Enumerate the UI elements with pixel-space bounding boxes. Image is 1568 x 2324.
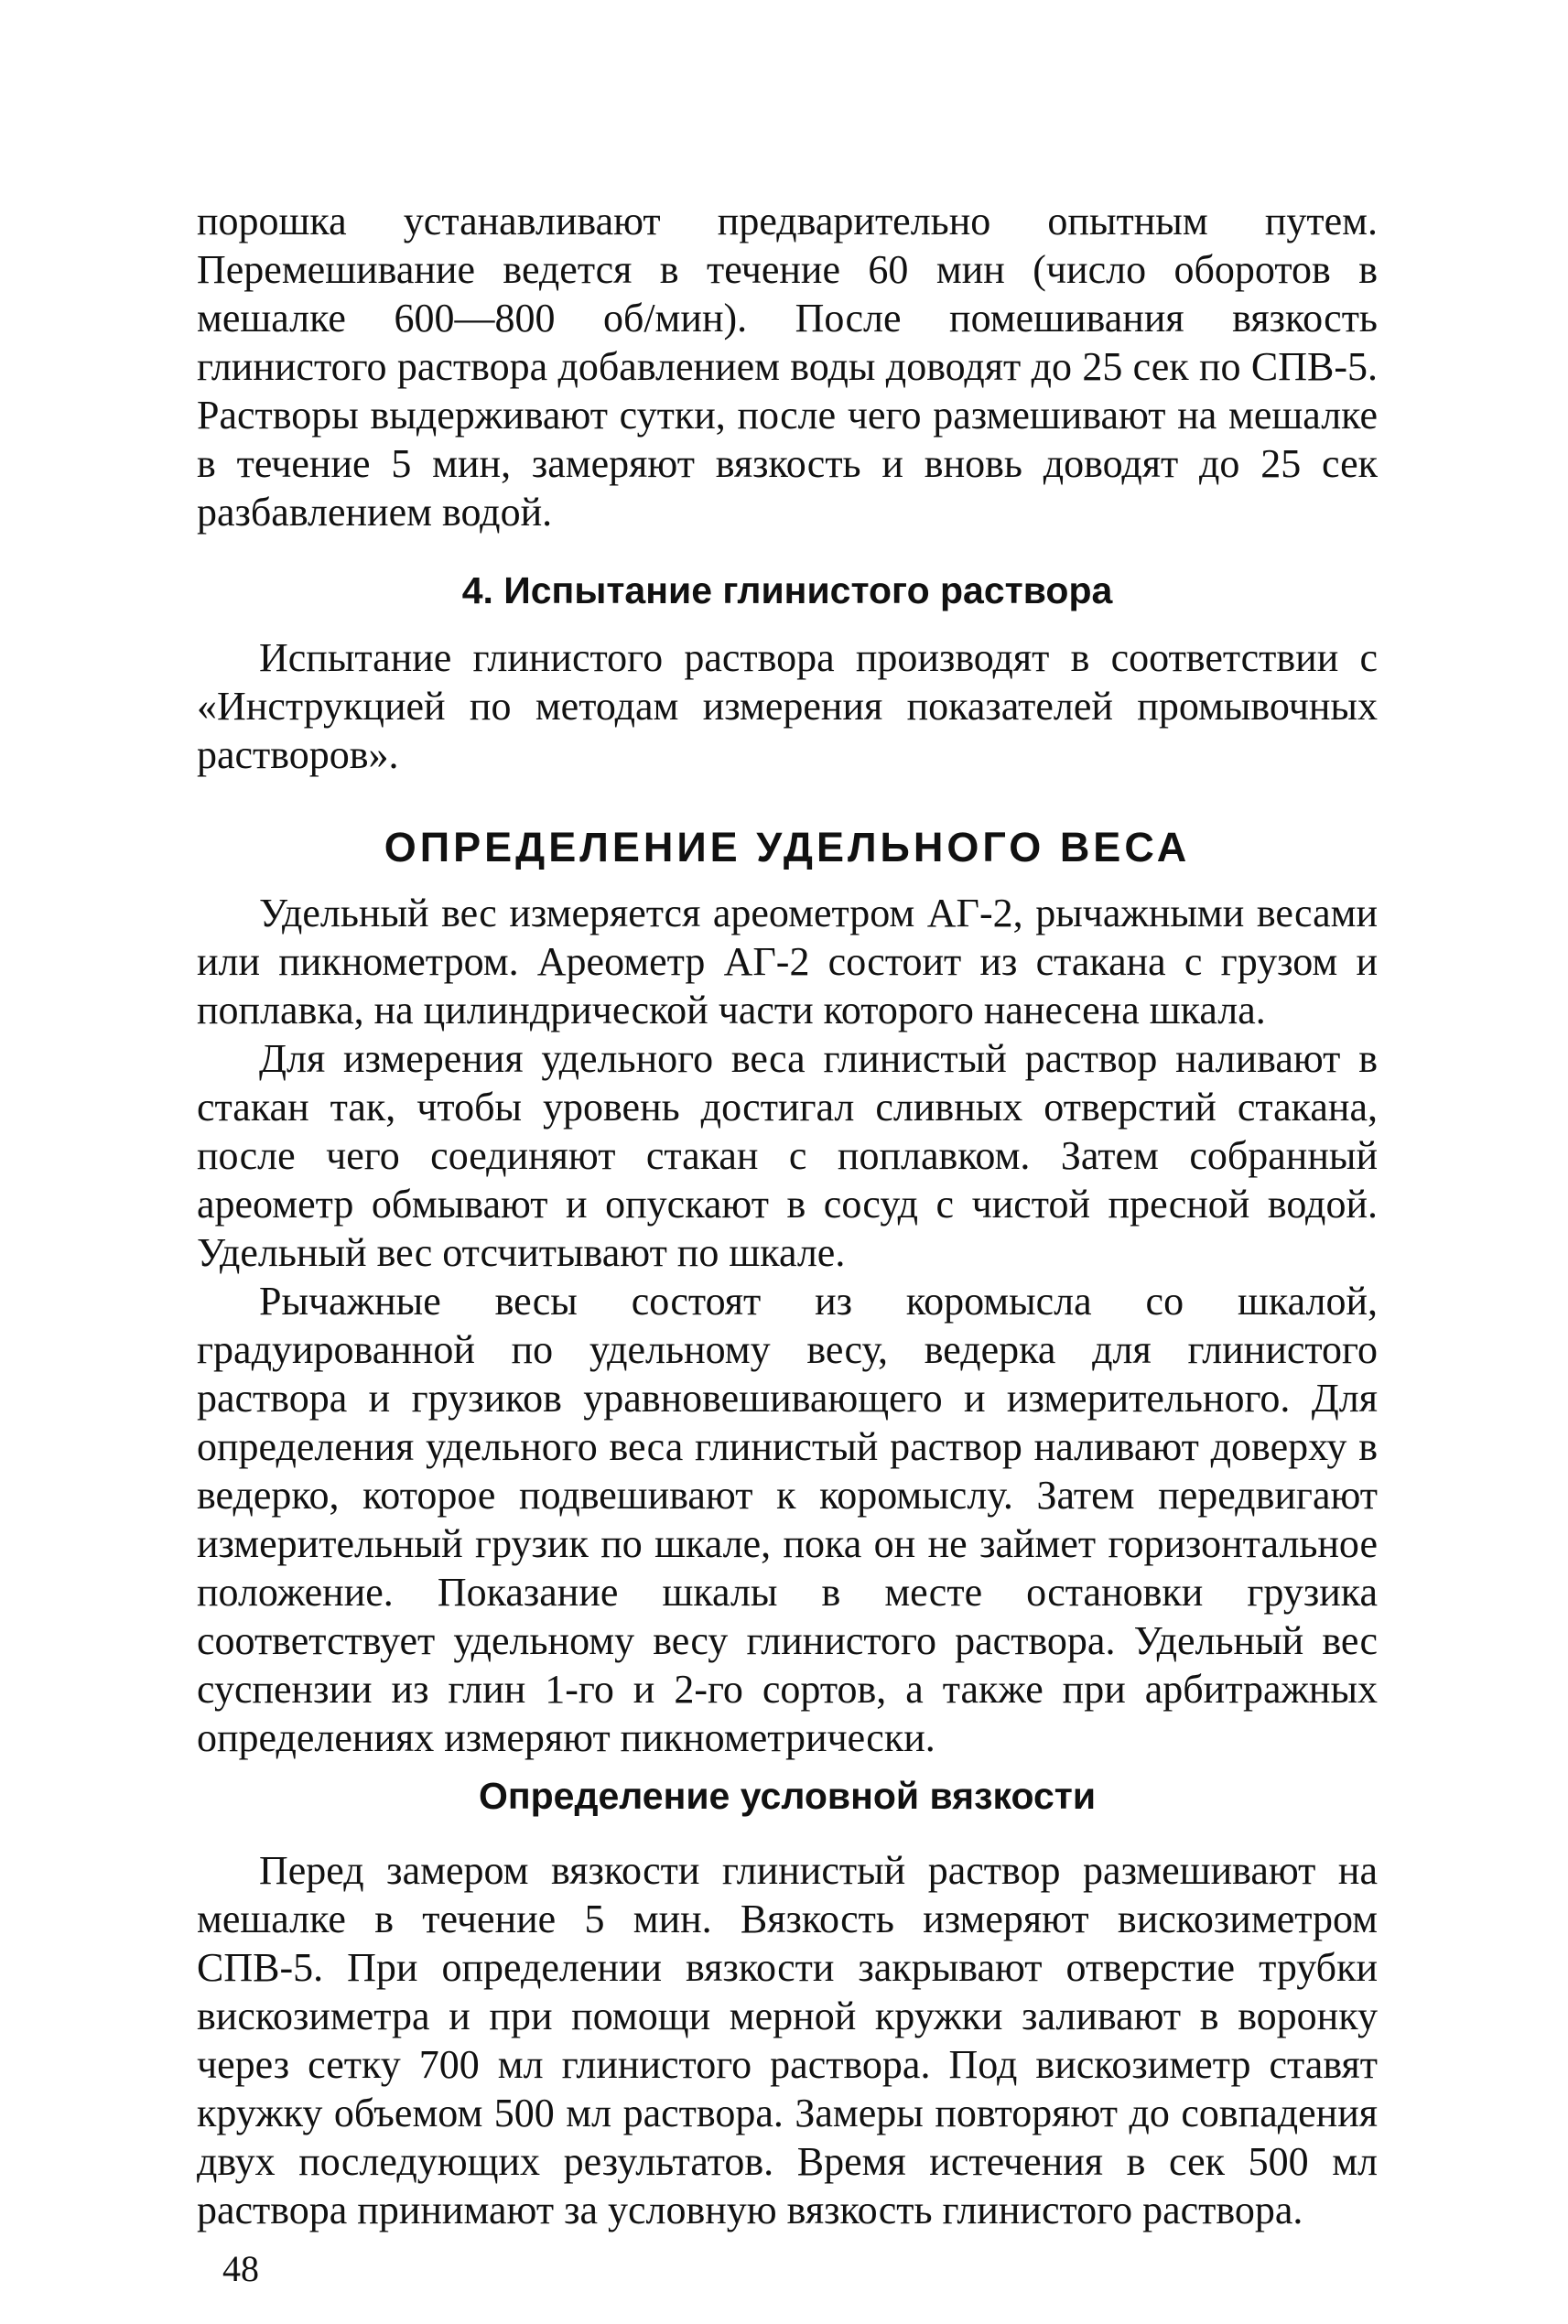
heading-solution-testing: 4. Испытание глинистого раствора [461, 569, 1113, 611]
paragraph-preparation: порошка устанавливают предварительно опытным путем. Перемешивание ведется в течение 60 мин (число оборотов в мешалке 600—800 об/мин). После помешивания вязкость глинистого раствора добавлением воды доводят до 25 сек по СПВ-5. Растворы выдерживают сутки, после чего размешивают на мешалке в течение 5 мин, замеряют вязкость и вновь доводят до 25 сек разбавлением водой. [197, 199, 1378, 535]
heading-conditional-viscosity: Определение условной вязкости [478, 1775, 1097, 1817]
paragraph-lever-scales: Рычажные весы состоят из коромысла со шкалой, градуированной по удельному весу, ведерка для глинистого раствора и грузиков уравновешивающего и измерительного. Для определения удельного веса глинистый раствор наливают доверху в ведерко, которое подвешивают к коромыслу. Затем передвигают измерительный грузик по шкале, пока он не займет горизонтальное положение. Показание шкалы в месте остановки грузика соответствует удельному весу глинистого раствора. Удельный вес суспензии из глин 1-го и 2-го сортов, а также при арбитражных определениях измеряют пикнометрически. [197, 1279, 1378, 1760]
page-number: 48 [222, 2248, 259, 2289]
heading-specific-gravity: ОПРЕДЕЛЕНИЕ УДЕЛЬНОГО ВЕСА [384, 824, 1191, 870]
paragraph-measurement-procedure: Для измерения удельного веса глинистый раствор наливают в стакан так, чтобы уровень достигал сливных отверстий стакана, после чего соединяют стакан с поплавком. Затем собранный ареометр обмывают и опускают в сосуд с чистой пресной водой. Удельный вес отсчитывают по шкале. [197, 1036, 1378, 1275]
paragraph-viscosity: Перед замером вязкости глинистый раствор размешивают на мешалке в течение 5 мин. Вязкость измеряют вискозиметром СПВ-5. При определении вязкости закрывают отверстие трубки вискозиметра и при помощи мерной кружки заливают в воронку через сетку 700 мл глинистого раствора. Под вискозиметр ставят кружку объемом 500 мл раствора. Замеры повторяют до совпадения двух последующих результатов. Время истечения в сек 500 мл раствора принимают за условную вязкость глинистого раствора. [197, 1848, 1378, 2232]
paragraph-hydrometer: Удельный вес измеряется ареометром АГ-2, рычажными весами или пикнометром. Ареометр АГ-2 состоит из стакана с грузом и поплавка, на цилиндрической части которого нанесена шкала. [197, 891, 1378, 1032]
document-page [197, 197, 1378, 2291]
paragraph-testing: Испытание глинистого раствора производят в соответствии с «Инструкцией по методам измерения показателей промывочных растворов». [197, 635, 1378, 777]
